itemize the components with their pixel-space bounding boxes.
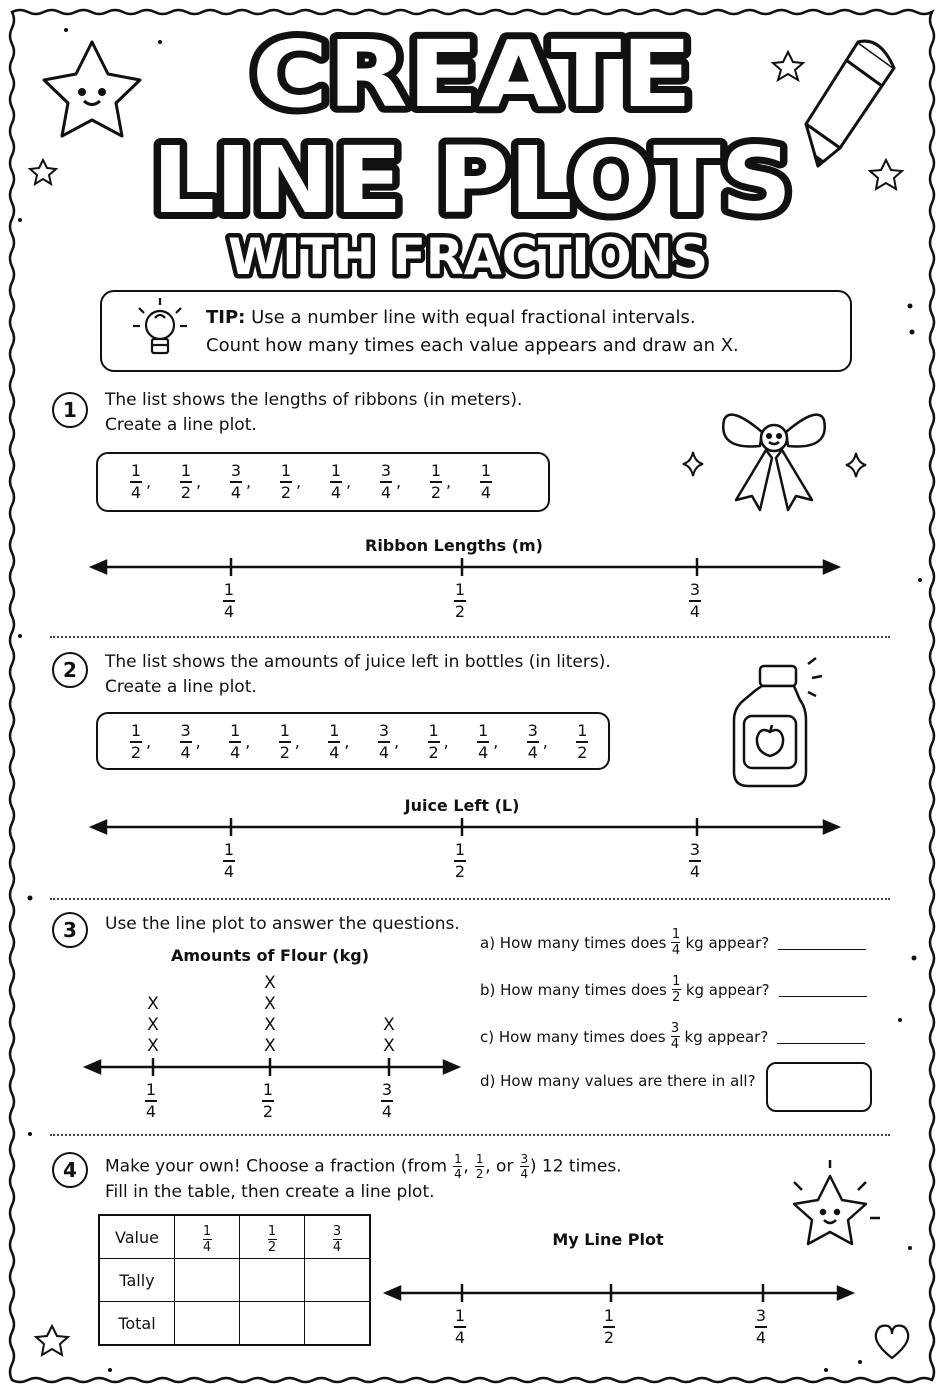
question-number-1: 1 [52,392,88,428]
tally-cell[interactable] [240,1259,305,1302]
list-comma: , [195,732,201,751]
fraction-one-fourth [671,928,680,957]
q1-plot-title: Ribbon Lengths (m) [365,536,543,555]
fraction-one-half [279,722,291,762]
arrow-head [92,561,106,573]
answer-blank-c[interactable] [777,1029,865,1044]
fraction-one-half [672,975,681,1004]
denominator: 4 [329,742,340,762]
answer-blank-b[interactable] [779,982,867,997]
numerator: 1 [130,721,142,740]
list-comma: , [443,732,449,751]
list-comma: , [446,472,452,491]
list-comma: , [246,472,252,491]
denominator: 4 [689,601,701,621]
question-c-text: c) How many times does [480,1027,666,1046]
total-cell[interactable] [305,1302,371,1346]
title-line1: CREATE [252,21,692,128]
q2-data-list [96,712,610,770]
fraction-one-fourth-label [223,581,235,621]
q4-plot-title: My Line Plot [552,1230,664,1249]
list-comma: , [346,472,352,491]
denominator: 4 [480,482,492,502]
question-a-text: a) How many times does [480,933,667,952]
fraction-three-fourths-label [689,581,701,621]
numerator: 1 [672,974,681,989]
numerator: 1 [180,461,192,480]
question-b-text: b) How many times does [480,980,667,999]
fraction-one-half [428,722,440,762]
list-comma: , [294,732,300,751]
table-col-three-fourths [305,1215,371,1259]
title-line2: LINE PLOTS [152,127,792,234]
list-comma: , [493,732,499,751]
question-b [480,975,867,1004]
denominator: 2 [279,742,290,762]
table-col-one-half [240,1215,305,1259]
numerator: 1 [671,927,681,942]
denominator: 2 [180,482,192,502]
denominator: 4 [378,742,390,762]
tip-box [100,290,852,372]
fraction-one-fourth [453,1153,462,1180]
sparkle-icon [846,453,866,477]
fraction-one-half [268,1225,277,1254]
x-mark: X [264,1036,276,1056]
denominator: 2 [262,1101,274,1121]
denominator: 4 [230,742,241,762]
sparkle-icon [683,452,703,476]
denominator: 2 [454,601,466,621]
list-comma: , [296,472,302,491]
list-comma: , [146,732,152,751]
divider [50,636,890,638]
fraction-one-half-label [454,581,466,621]
fraction-one-fourth-label [223,841,235,881]
denominator: 2 [430,482,442,502]
numerator: 3 [527,721,538,740]
numerator: 3 [180,721,191,740]
numerator: 1 [428,721,439,740]
numerator: 1 [202,1223,212,1239]
q4-text-1 [105,1153,622,1180]
fraction-one-fourth [328,722,340,762]
fraction-one-fourth [480,462,492,502]
table-header-tally: Tally [99,1259,175,1302]
star-icon [773,52,803,80]
numerator: 1 [267,1223,277,1239]
numerator: 3 [230,461,242,480]
question-c [480,1022,865,1051]
q1-text-2: Create a line plot. [105,415,257,435]
fraction-one-half [180,462,192,502]
numerator: 1 [279,721,290,740]
denominator: 4 [381,1101,393,1121]
denominator: 2 [130,742,142,762]
juice-bottle-icon [734,658,822,786]
fraction-three-fourths [380,462,392,502]
numerator: 1 [280,461,292,480]
table-col-one-fourth [175,1215,240,1259]
table-header-value: Value [99,1215,175,1259]
title-line3: WITH FRACTIONS [228,228,708,286]
denominator: 2 [428,742,439,762]
q3-plot-title: Amounts of Flour (kg) [170,946,370,965]
list-comma: , [344,732,350,751]
denominator: 2 [454,861,466,881]
separator: , or [485,1156,514,1177]
x-mark: X [383,1015,395,1035]
numerator: 3 [381,1080,393,1099]
numerator: 3 [380,461,392,480]
apple-icon [757,730,783,756]
numerator: 1 [454,840,466,859]
arrow-head [838,1287,852,1299]
tally-table [98,1214,371,1346]
q2-plot-title: Juice Left (L) [404,796,520,815]
answer-box-d[interactable] [766,1062,872,1112]
heart-icon [876,1326,908,1358]
fraction-three-fourths [527,722,539,762]
arrow-head [86,1061,100,1073]
denominator: 2 [603,1327,615,1347]
denominator: 4 [670,1037,680,1053]
denominator: 4 [230,482,242,502]
numerator: 1 [454,580,466,599]
denominator: 4 [130,482,142,502]
denominator: 4 [330,482,342,502]
arrow-head [444,1061,458,1073]
denominator: 4 [478,742,489,762]
denominator: 4 [223,861,235,881]
arrow-head [386,1287,400,1299]
numerator: 1 [475,1152,484,1166]
fraction-one-fourth [477,722,489,762]
denominator: 4 [223,601,235,621]
numerator: 1 [577,721,588,740]
denominator: 2 [267,1240,277,1256]
fraction-one-half [475,1153,484,1180]
x-mark: X [383,1036,395,1056]
q1-text-1: The list shows the lengths of ribbons (in meters). [105,390,523,410]
denominator: 4 [454,1327,466,1347]
numerator: 1 [145,1080,157,1099]
fraction-three-fourths [520,1153,529,1180]
list-comma: , [394,732,400,751]
denominator: 4 [202,1240,212,1256]
total-cell[interactable] [175,1302,240,1346]
x-mark: X [147,1036,159,1056]
denominator: 2 [672,990,681,1006]
x-mark: X [264,973,276,993]
pencil-icon [806,41,894,166]
numerator: 1 [130,461,142,480]
denominator: 2 [475,1167,484,1182]
fraction-three-fourths [230,462,242,502]
numerator: 1 [454,1152,462,1166]
q4-text-1a: Make your own! Choose a fraction (from [105,1156,448,1177]
q3-text: Use the line plot to answer the questions. [105,914,460,934]
question-b-suffix: kg appear? [685,980,770,999]
denominator: 4 [454,1167,462,1182]
star-icon [870,160,902,189]
fraction-one-fourth-label [454,1307,466,1347]
denominator: 4 [145,1101,157,1121]
fraction-one-fourth [229,722,241,762]
q1-data-list [96,452,550,512]
numerator: 3 [755,1306,767,1325]
list-comma: , [196,472,202,491]
list-comma: , [542,732,548,751]
fraction-one-half [280,462,292,502]
question-a-suffix: kg appear? [685,933,770,952]
denominator: 4 [332,1240,342,1256]
denominator: 4 [520,1167,529,1182]
question-number-2: 2 [52,652,88,688]
tally-cell[interactable] [175,1259,240,1302]
bow-icon [723,415,825,510]
tip-text-1: Use a number line with equal fractional intervals. [251,307,696,328]
numerator: 1 [329,721,340,740]
arrow-head [92,821,106,833]
numerator: 1 [454,1306,466,1325]
star-icon [30,160,56,184]
question-number-4: 4 [52,1152,88,1188]
denominator: 4 [527,742,538,762]
x-mark: X [264,994,276,1014]
list-comma: , [396,472,402,491]
q2-text-1: The list shows the amounts of juice left in bottles (in liters). [105,652,611,672]
fraction-three-fourths-label [381,1081,393,1121]
star-face-icon [794,1160,880,1244]
list-comma: , [245,732,251,751]
q4-text-2: Fill in the table, then create a line plot. [105,1182,435,1202]
numerator: 3 [689,840,701,859]
tip-label: TIP: [206,307,246,328]
numerator: 1 [262,1080,274,1099]
star-face-icon [44,42,140,136]
fraction-one-half-label [262,1081,274,1121]
denominator: 4 [180,742,191,762]
divider [50,1134,890,1136]
q2-text-2: Create a line plot. [105,677,257,697]
fraction-three-fourths [671,1022,680,1051]
answer-blank-a[interactable] [778,935,866,950]
denominator: 4 [671,943,681,959]
arrow-head [824,821,838,833]
tip-line-2: Count how many times each value appears and draw an X. [206,335,739,356]
total-cell[interactable] [240,1302,305,1346]
numerator: 1 [230,721,241,740]
fraction-one-half [130,722,142,762]
question-a [480,928,866,957]
numerator: 1 [480,461,492,480]
question-c-suffix: kg appear? [684,1027,769,1046]
denominator: 4 [380,482,392,502]
numerator: 3 [332,1223,342,1239]
numerator: 1 [223,580,235,599]
numerator: 1 [603,1306,615,1325]
fraction-one-fourth [330,462,342,502]
denominator: 4 [755,1327,767,1347]
x-mark: X [147,994,159,1014]
fraction-one-half [430,462,442,502]
fraction-three-fourths [180,722,192,762]
x-mark: X [264,1015,276,1035]
numerator: 3 [520,1152,529,1166]
fraction-one-fourth [130,462,142,502]
fraction-one-fourth [203,1225,212,1254]
question-d-text: d) How many values are there in all? [480,1072,756,1090]
tally-cell[interactable] [305,1259,371,1302]
table-header-total: Total [99,1302,175,1346]
fraction-one-fourth-label [145,1081,157,1121]
separator: , [463,1156,469,1177]
x-mark: X [147,1015,159,1035]
list-comma: , [146,472,152,491]
q4-text-1b: ) 12 times. [529,1156,622,1177]
fraction-three-fourths-label [755,1307,767,1347]
fraction-three-fourths [378,722,390,762]
denominator: 2 [577,742,588,762]
denominator: 4 [689,861,701,881]
tip-line-1 [206,304,696,332]
numerator: 1 [223,840,235,859]
numerator: 1 [330,461,342,480]
numerator: 3 [378,721,390,740]
fraction-three-fourths [333,1225,342,1254]
star-icon [36,1326,68,1355]
fraction-one-half-label [454,841,466,881]
divider [50,898,890,900]
fraction-one-half [576,722,588,762]
question-number-3: 3 [52,912,88,948]
numerator: 1 [430,461,442,480]
numerator: 3 [689,580,701,599]
arrow-head [824,561,838,573]
denominator: 2 [280,482,292,502]
question-d [480,1072,756,1090]
numerator: 3 [670,1021,680,1036]
numerator: 1 [478,721,489,740]
fraction-three-fourths-label [689,841,701,881]
fraction-one-half-label [603,1307,615,1347]
